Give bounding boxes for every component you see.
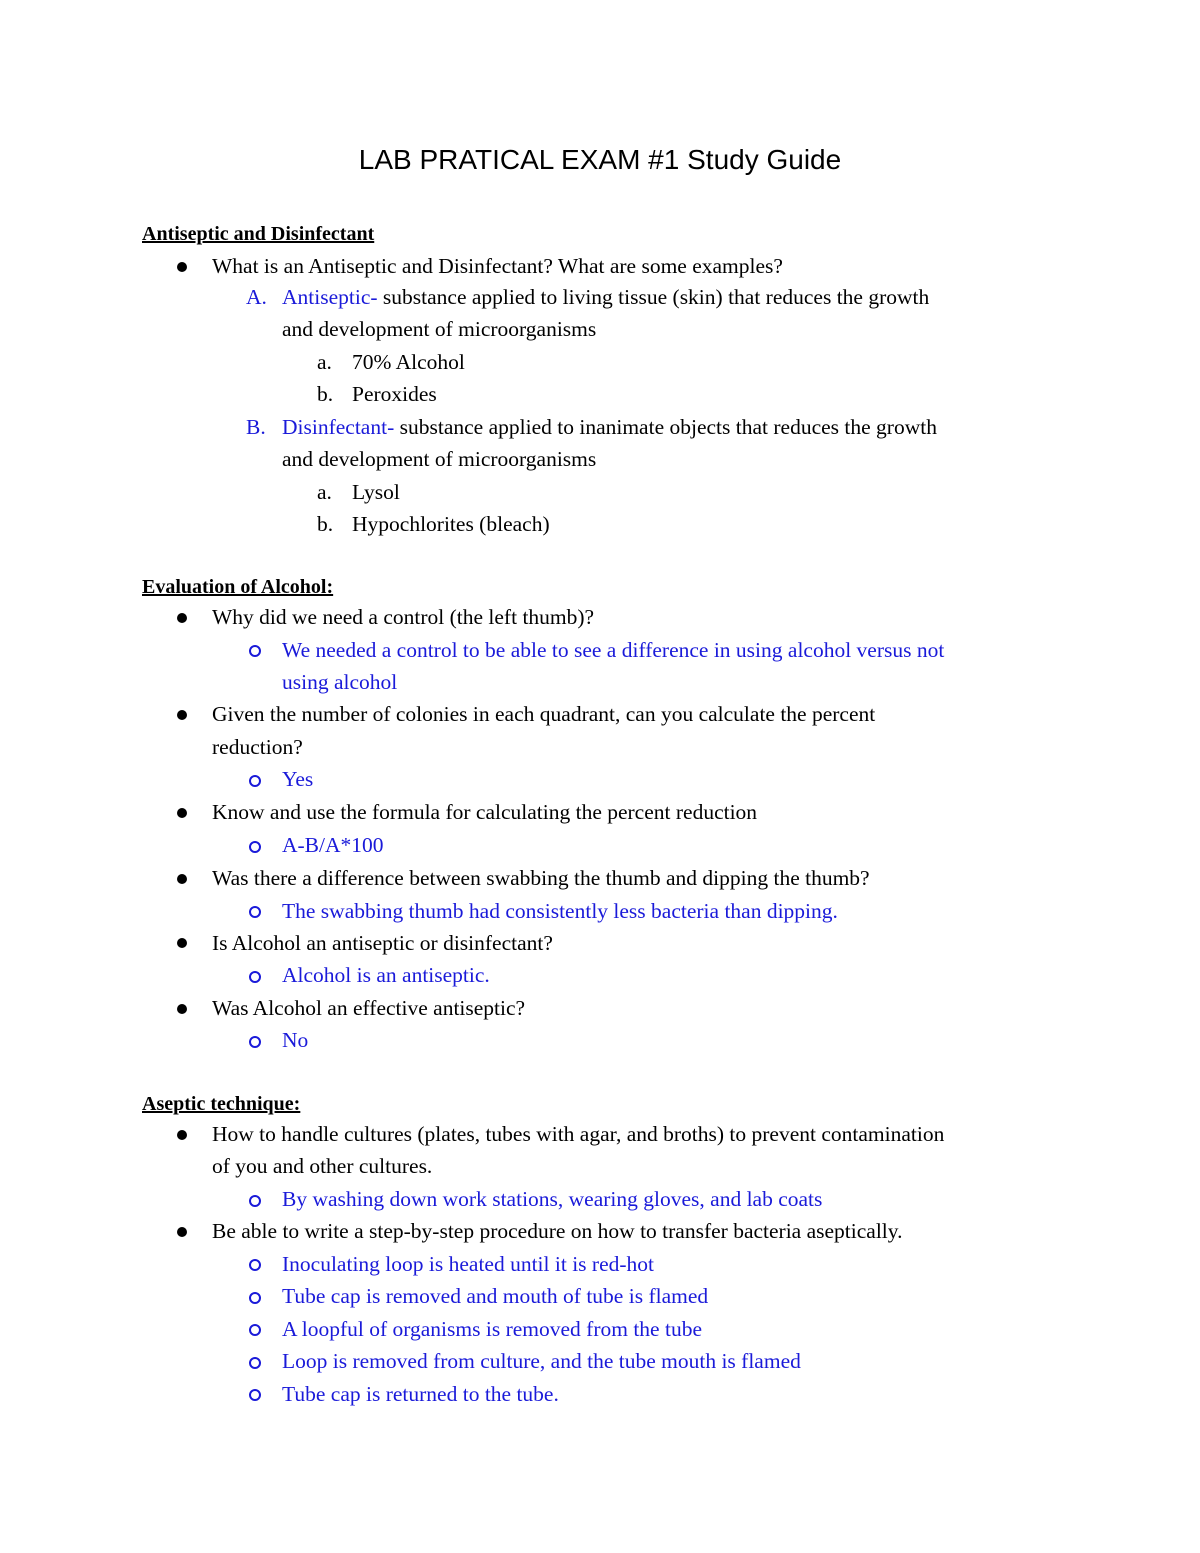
hollow-bullet-icon <box>249 1292 261 1304</box>
list-marker: a. <box>317 350 332 374</box>
question-text: Given the number of colonies in each quadrant, can you calculate the percent <box>212 702 876 726</box>
hollow-bullet-icon <box>249 1036 261 1048</box>
term-disinfectant: Disinfectant- <box>282 415 395 439</box>
question-text: Why did we need a control (the left thumb)? <box>212 605 595 629</box>
list-marker: b. <box>317 512 334 536</box>
definition-antiseptic <box>282 283 929 311</box>
question-text: What is an Antiseptic and Disinfectant? What are some examples? <box>212 254 783 278</box>
answer-text: We needed a control to be able to see a difference in using alcohol versus not <box>282 638 945 662</box>
question-text: Was Alcohol an effective antiseptic? <box>212 996 526 1020</box>
answer-text: The swabbing thumb had consistently less bacteria than dipping. <box>282 899 838 923</box>
definition-text: and development of microorganisms <box>282 447 597 471</box>
bullet-icon <box>177 710 187 720</box>
hollow-bullet-icon <box>249 775 261 787</box>
answer-text: Alcohol is an antiseptic. <box>282 963 490 987</box>
hollow-bullet-icon <box>249 1357 261 1369</box>
hollow-bullet-icon <box>249 1324 261 1336</box>
question-text: How to handle cultures (plates, tubes with agar, and broths) to prevent contamination <box>212 1122 945 1146</box>
definition-text: substance applied to living tissue (skin) that reduces the growth <box>377 285 930 309</box>
procedure-step: Inoculating loop is heated until it is red-hot <box>282 1252 654 1276</box>
hollow-bullet-icon <box>249 971 261 983</box>
procedure-step: A loopful of organisms is removed from the tube <box>282 1317 702 1341</box>
hollow-bullet-icon <box>249 645 261 657</box>
answer-text: A-B/A*100 <box>282 833 384 857</box>
bullet-icon <box>177 1004 187 1014</box>
answer-text: Yes <box>282 767 314 791</box>
bullet-icon <box>177 808 187 818</box>
question-text: Be able to write a step-by-step procedure on how to transfer bacteria aseptically. <box>212 1219 903 1243</box>
hollow-bullet-icon <box>249 841 261 853</box>
bullet-icon <box>177 938 187 948</box>
answer-text: No <box>282 1028 309 1052</box>
question-text: of you and other cultures. <box>212 1154 433 1178</box>
question-text: Is Alcohol an antiseptic or disinfectant? <box>212 931 553 955</box>
hollow-bullet-icon <box>249 1195 261 1207</box>
question-text: reduction? <box>212 735 303 759</box>
example-item: Hypochlorites (bleach) <box>352 512 550 536</box>
procedure-step: Tube cap is removed and mouth of tube is flamed <box>282 1284 709 1308</box>
example-item: Lysol <box>352 480 400 504</box>
definition-text: substance applied to inanimate objects that reduces the growth <box>394 415 937 439</box>
section-heading-antiseptic: Antiseptic and Disinfectant <box>142 223 375 245</box>
hollow-bullet-icon <box>249 1389 261 1401</box>
section-heading-alcohol: Evaluation of Alcohol: <box>142 576 334 598</box>
hollow-bullet-icon <box>249 906 261 918</box>
procedure-step: Tube cap is returned to the tube. <box>282 1382 559 1406</box>
page-title: LAB PRATICAL EXAM #1 Study Guide <box>358 144 842 175</box>
example-item: Peroxides <box>352 382 437 406</box>
definition-disinfectant <box>282 413 937 441</box>
answer-text: using alcohol <box>282 670 398 694</box>
list-marker: a. <box>317 480 332 504</box>
bullet-icon <box>177 1227 187 1237</box>
list-marker: b. <box>317 382 334 406</box>
question-text: Was there a difference between swabbing the thumb and dipping the thumb? <box>212 866 870 890</box>
hollow-bullet-icon <box>249 1259 261 1271</box>
section-heading-aseptic: Aseptic technique: <box>142 1093 301 1115</box>
bullet-icon <box>177 1130 187 1140</box>
example-item: 70% Alcohol <box>352 350 465 374</box>
bullet-icon <box>177 613 187 623</box>
procedure-step: Loop is removed from culture, and the tube mouth is flamed <box>282 1349 801 1373</box>
list-marker: B. <box>246 415 266 439</box>
bullet-icon <box>177 262 187 272</box>
answer-text: By washing down work stations, wearing gloves, and lab coats <box>282 1187 823 1211</box>
definition-text: and development of microorganisms <box>282 317 597 341</box>
question-text: Know and use the formula for calculating the percent reduction <box>212 800 758 824</box>
term-antiseptic: Antiseptic- <box>282 285 378 309</box>
list-marker: A. <box>246 285 267 309</box>
bullet-icon <box>177 874 187 884</box>
